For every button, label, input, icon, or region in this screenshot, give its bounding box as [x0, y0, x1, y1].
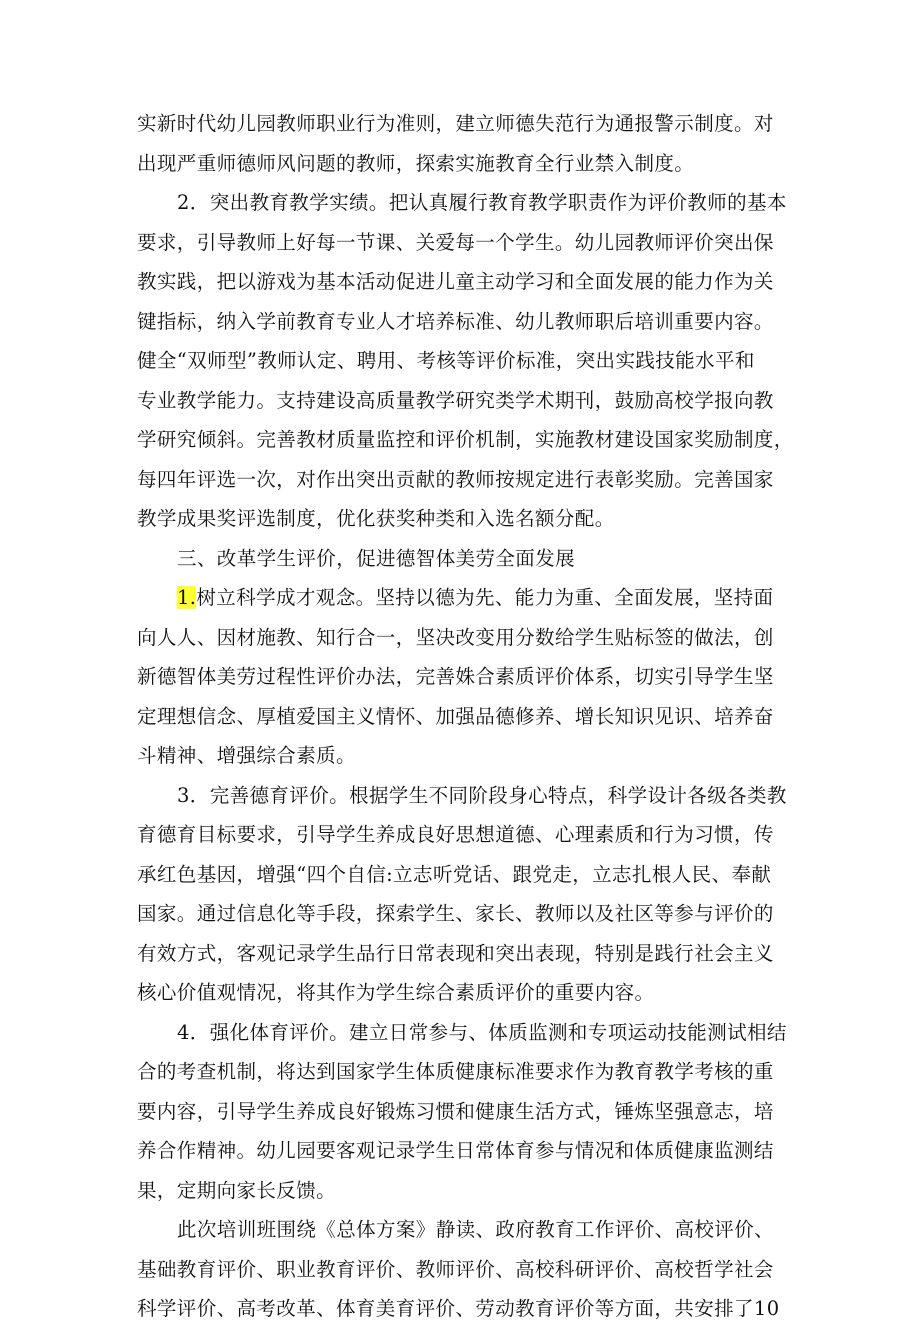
text-line: 有效方式，客观记录学生品行日常表现和突出表现，特别是践行社会主义	[137, 941, 774, 965]
text-line: 基础教育评价、职业教育评价、教师评价、高校科研评价、高校哲学社会	[137, 1257, 774, 1281]
text-line: 承红色基因，增强“四个自信:立志听党话、跟党走，立志扎根人民、奉献	[137, 862, 772, 886]
paragraph-p7	[137, 1210, 789, 1329]
text-line: 出现严重师德师风问题的教师，探索实施教育全行业禁入制度。	[137, 151, 695, 175]
document-page	[137, 104, 794, 1329]
text-line: 健全“双师型”教师认定、聘用、考核等评价标准，突出实践技能水平和	[137, 349, 755, 372]
text-line: 专业教学能力。支持建设高质量教学研究类学术期刊，鼓励高校学报向教	[137, 388, 774, 412]
line-text: 树立科学成才观念。坚持以德为先、能力为重、全面发展，坚持面	[196, 586, 774, 609]
text-line: 斗精神、增强综合素质。	[137, 744, 356, 767]
text-line: 向人人、因材施教、知行合一，坚决改变用分数给学生贴标签的做法，创	[137, 625, 774, 649]
text-line: 实新时代幼儿园教师职业行为准则，建立师德失范行为通报警示制度。对	[137, 112, 774, 135]
text-line: 定理想信念、厚植爱国主义情怀、加强品德修养、增长知识见识、培养奋	[137, 704, 774, 728]
document-body	[137, 104, 794, 1329]
text-line: 果，定期向家长反馈。	[137, 1178, 337, 1202]
text-line: 教实践，把以游戏为基本活动促进儿童主动学习和全面发展的能力作为关	[137, 270, 774, 293]
text-line: 学研究倾斜。完善教材质量监控和评价机制，实施教材建设国家奖励制度，	[137, 428, 794, 451]
text-line: 2．突出教育教学实绩。把认真履行教育教学职责作为评价教师的基本	[177, 191, 787, 214]
text-line: 合的考查机制，将达到国家学生体质健康标准要求作为教育教学考核的重	[137, 1060, 774, 1083]
text-line: 每四年评选一次，对作出突出贡献的教师按规定进行表彰奖励。完善国家	[137, 467, 774, 491]
text-line: 新德智体美劳过程性评价办法，完善姝合素质评价体系，切实引导学生坚	[137, 665, 774, 688]
text-line: 养合作精神。幼儿园要客观记录学生日常体育参与情况和体质健康监测结	[137, 1139, 774, 1162]
paragraph-p6	[137, 1013, 789, 1211]
text-line: 科学评价、高考改革、体育美育评价、劳动教育评价等方面，共安排了10	[137, 1297, 780, 1320]
text-line: 三、改革学生评价，促进德智体美劳全面发展	[177, 546, 576, 570]
text-line: 教学成果奖评选制度，优化获奖种类和入选名额分配。	[137, 507, 615, 530]
text-line: 国家。通过信息化等手段，探索学生、家长、教师以及社区等参与评价的	[137, 902, 774, 925]
paragraph-p4	[137, 578, 789, 776]
text-line: 此次培训班围绕《总体方案》静读、政府教育工作评价、高校评价、	[177, 1218, 775, 1241]
text-line: 育德育目标要求，引导学生养成良好思想道德、心理素质和行为习惯，传	[137, 823, 774, 846]
text-line: 核心价值观情况，将其作为学生综合素质评价的重要内容。	[137, 981, 655, 1004]
paragraph-p3	[137, 539, 789, 579]
text-line: 键指标，纳入学前教育专业人才培养标准、幼儿教师职后培训重要内容。	[137, 309, 774, 333]
text-line: 3．完善德育评价。根据学生不同阶段身心特点，科学设计各级各类教	[177, 783, 787, 807]
highlighted-number: 1.	[177, 586, 197, 609]
paragraph-p2	[137, 183, 794, 539]
paragraph-p1	[137, 104, 789, 183]
text-line: 要内容，引导学生养成良好锻炼习惯和健康生活方式，锤炼坚强意志，培	[137, 1099, 774, 1123]
paragraph-p5	[137, 776, 789, 1013]
text-line: 4．强化体育评价。建立日常参与、体质监测和专项运动技能测试相结	[177, 1020, 787, 1044]
text-line: 要求，引导教师上好每一节课、关爱每一个学生。幼儿园教师评价突出保	[137, 230, 774, 254]
text-line	[137, 578, 789, 618]
